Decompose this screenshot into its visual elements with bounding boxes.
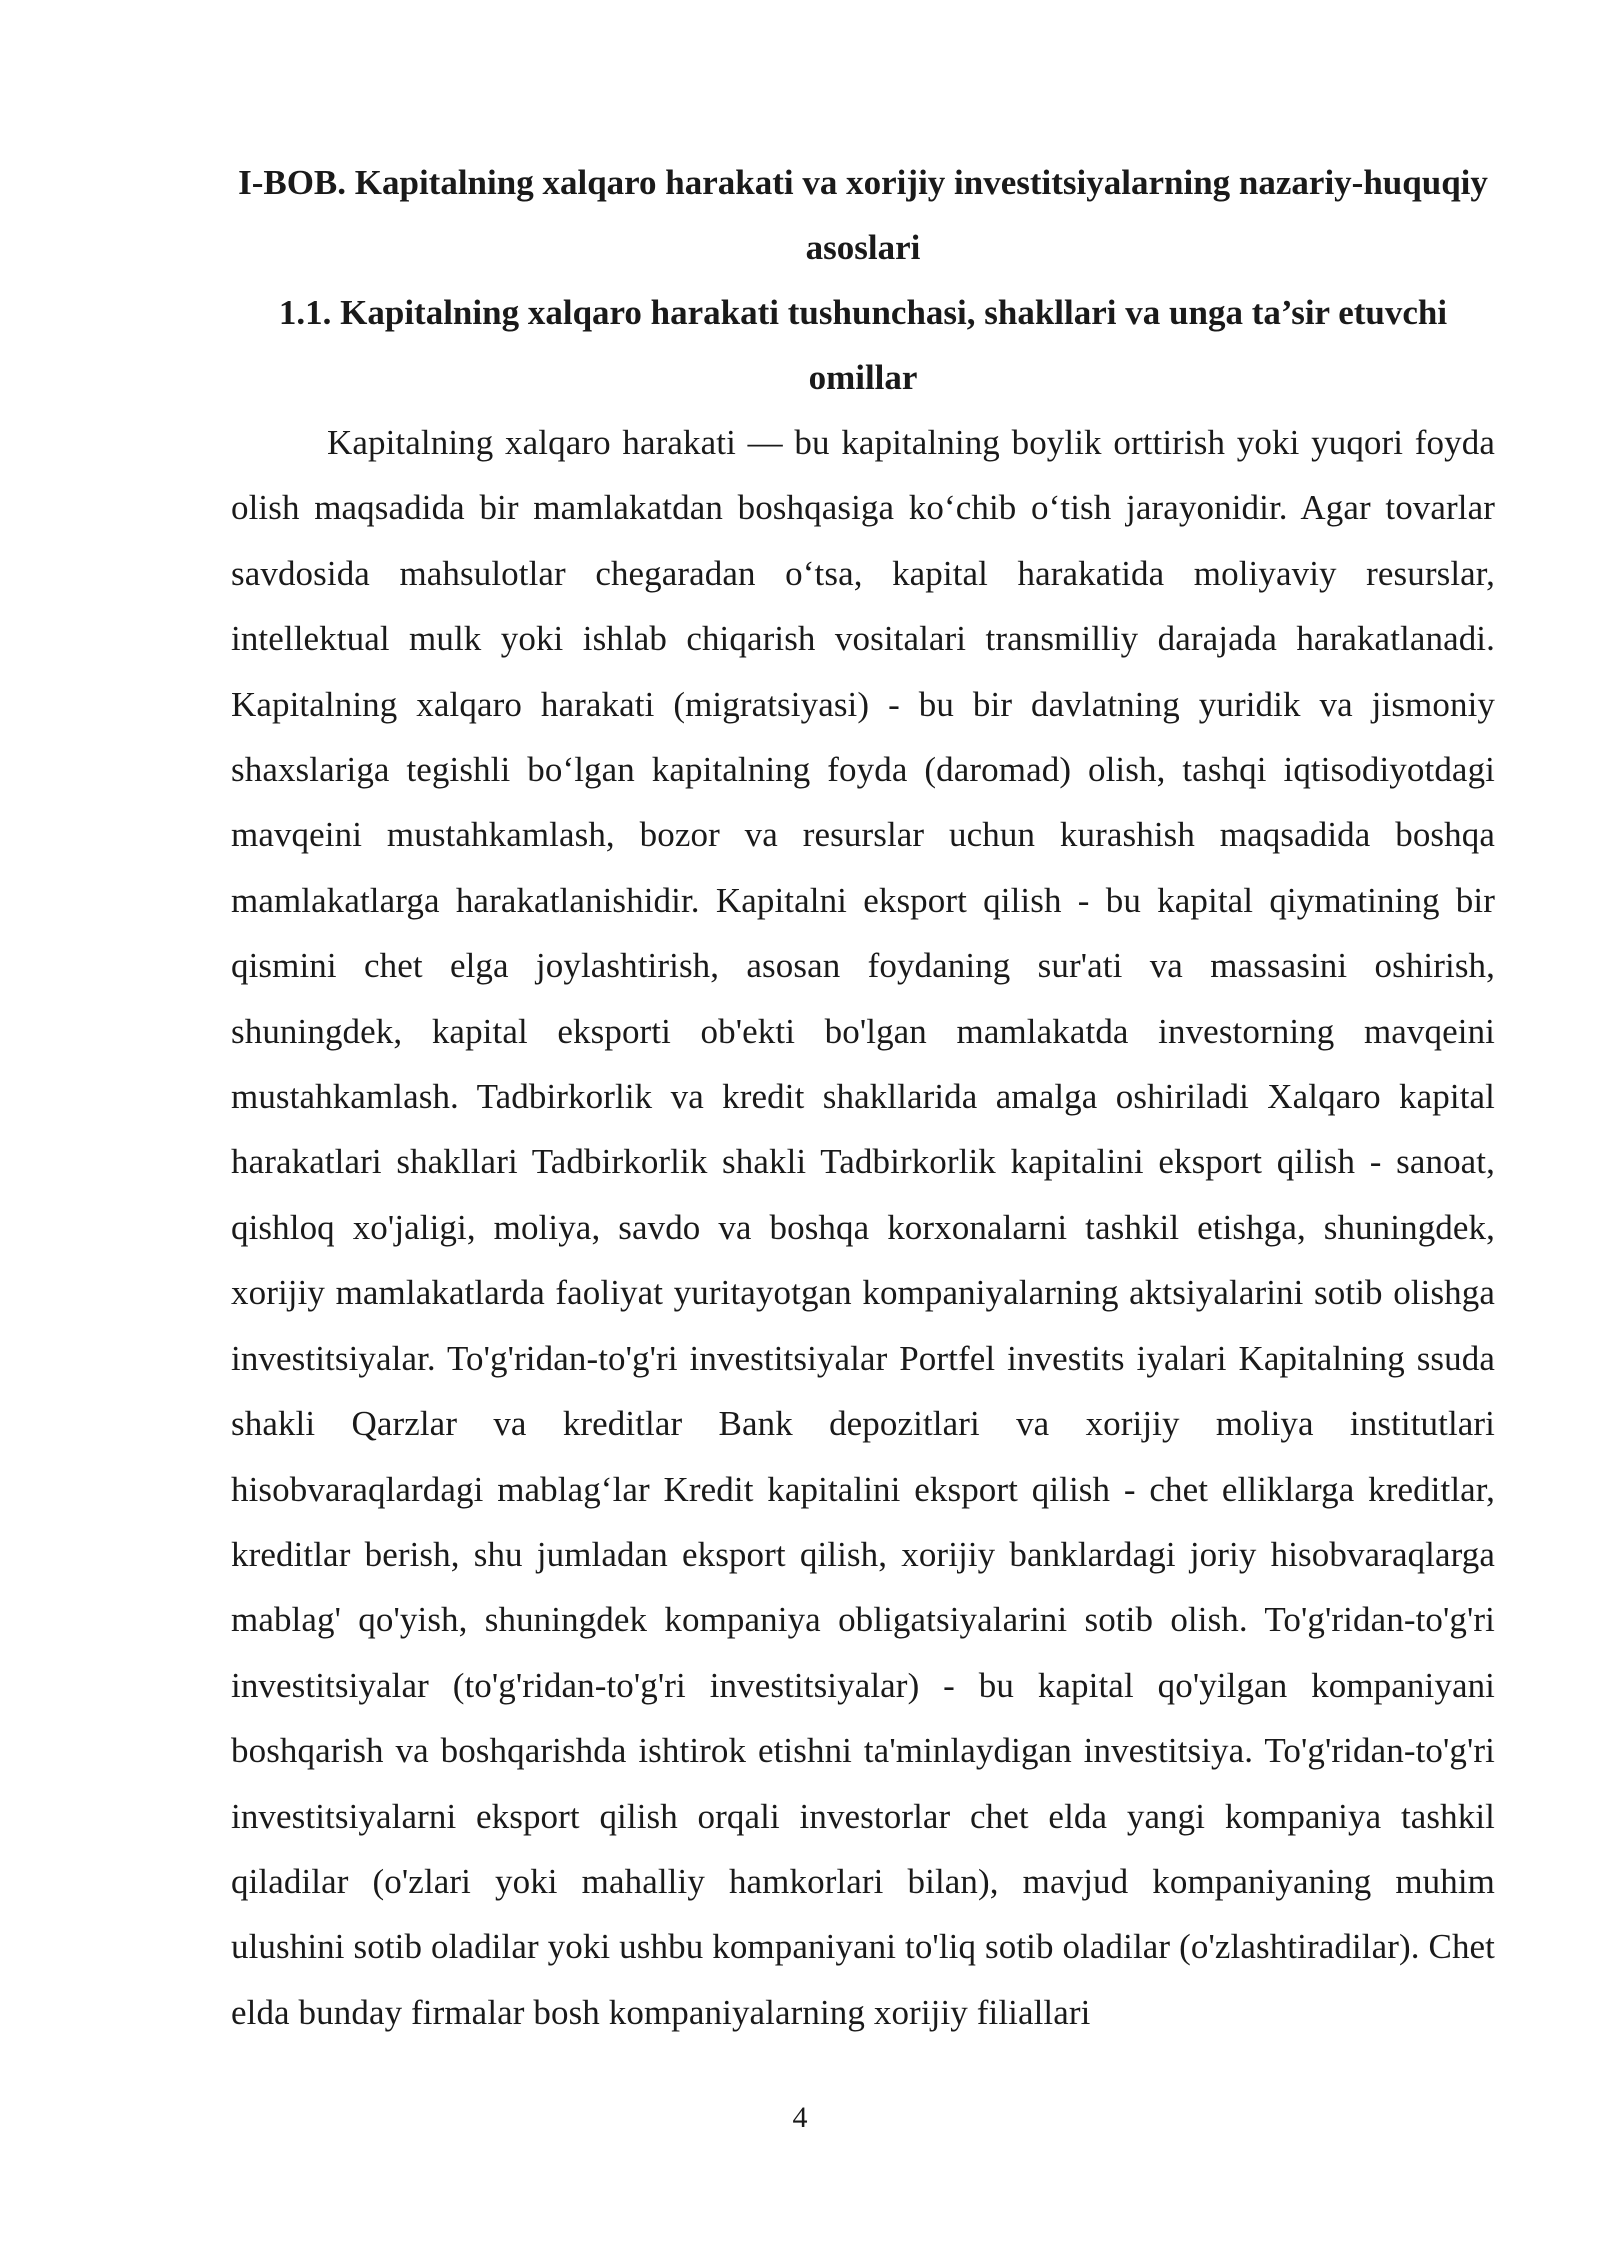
chapter-heading: I-BOB. Kapitalning xalqaro harakati va xorijiy investitsiyalarning nazariy-huquqiy asoslari	[238, 163, 1488, 267]
page-number: 4	[792, 2101, 808, 2134]
document-page	[231, 150, 1495, 2045]
section-heading: 1.1. Kapitalning xalqaro harakati tushunchasi, shakllari va unga ta’sir etuvchi omillar	[278, 293, 1448, 397]
body-paragraph: Kapitalning xalqaro harakati — bu kapitalning boylik orttirish yoki yuqori foyda olish maqsadida bir mamlakatdan boshqasiga ko‘chib o‘tish jarayonidir. Agar tovarlar savdosida mahsulotlar chegaradan o‘tsa, kapital harakatida moliyaviy resurslar, intellektual mulk yoki ishlab chiqarish vositalari transmilliy darajada harakatlanadi. Kapitalning xalqaro harakati (migratsiyasi) - bu bir davlatning yuridik va jismoniy shaxslariga tegishli bo‘lgan kapitalning foyda (daromad) olish, tashqi iqtisodiyotdagi mavqeini mustahkamlash, bozor va resurslar uchun kurashish maqsadida boshqa mamlakatlarga harakatlanishidir. Kapitalni eksport qilish - bu kapital qiymatining bir qismini chet elga joylashtirish, asosan foydaning sur'ati va massasini oshirish, shuningdek, kapital eksporti ob'ekti bo'lgan mamlakatda investorning mavqeini mustahkamlash. Tadbirkorlik va kredit shakllarida amalga oshiriladi Xalqaro kapital harakatlari shakllari Tadbirkorlik shakli Tadbirkorlik kapitalini eksport qilish - sanoat, qishloq xo'jaligi, moliya, savdo va boshqa korxonalarni tashkil etishga, shuningdek, xorijiy mamlakatlarda faoliyat yuritayotgan kompaniyalarning aktsiyalarini sotib olishga investitsiyalar. To'g'ridan-to'g'ri investitsiyalar Portfel investits iyalari Kapitalning ssuda shakli Qarzlar va kreditlar Bank depozitlari va xorijiy moliya institutlari hisobvaraqlardagi mablag‘lar Kredit kapitalini eksport qilish - chet elliklarga kreditlar, kreditlar berish, shu jumladan eksport qilish, xorijiy banklardagi joriy hisobvaraqlarga mablag' qo'yish, shuningdek kompaniya obligatsiyalarini sotib olish. To'g'ridan-to'g'ri investitsiyalar (to'g'ridan-to'g'ri investitsiyalar) - bu kapital qo'yilgan kompaniyani boshqarish va boshqarishda ishtirok etishni ta'minlaydigan investitsiya. To'g'ridan-to'g'ri investitsiyalarni eksport qilish orqali investorlar chet elda yangi kompaniya tashkil qiladilar (o'zlari yoki mahalliy hamkorlari bilan), mavjud kompaniyaning muhim ulushini sotib oladilar yoki ushbu kompaniyani to'liq sotib oladilar (o'zlashtiradilar). Chet elda bunday firmalar bosh kompaniyalarning xorijiy filiallari	[231, 423, 1495, 2032]
